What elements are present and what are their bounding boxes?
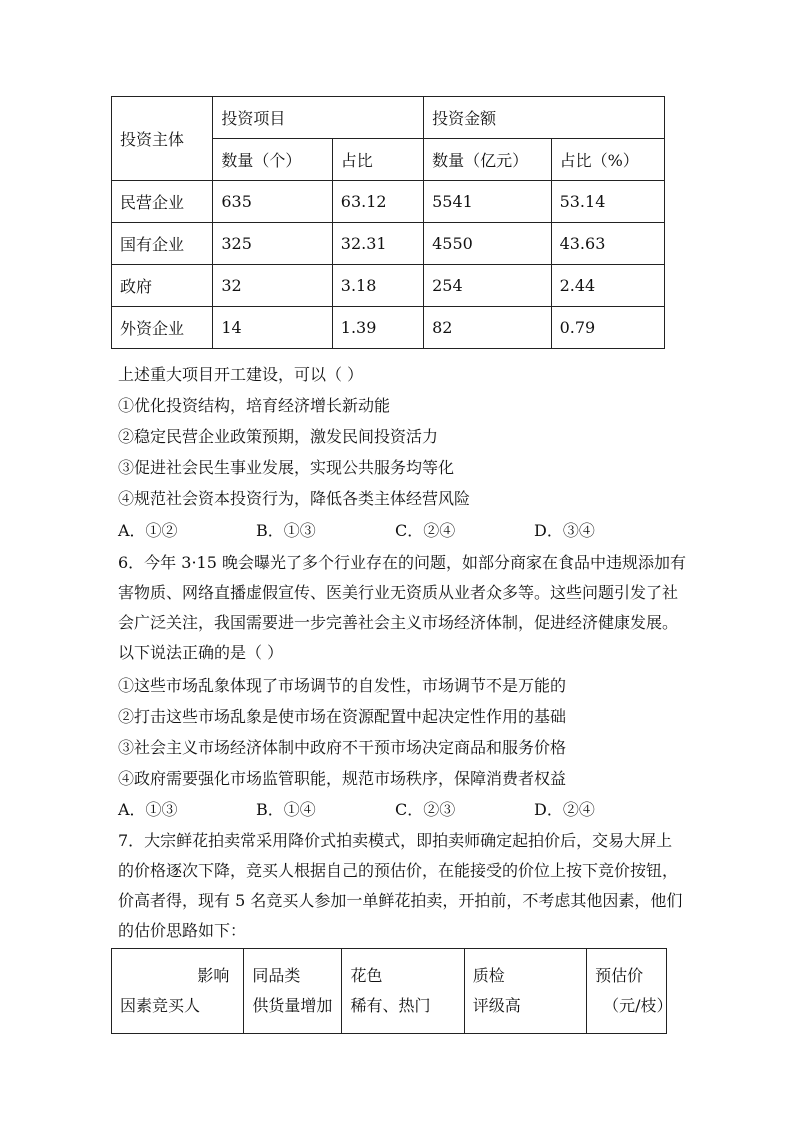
header-quality-line1: 质检	[472, 966, 505, 985]
row-subject: 民营企业	[112, 181, 213, 223]
row-count: 32	[213, 265, 332, 307]
header-color-line2: 稀有、热门	[350, 996, 431, 1015]
table-row	[112, 265, 665, 307]
q5-option-b[interactable]: B．①③	[256, 521, 316, 540]
header-supply-line1: 同品类	[252, 966, 301, 985]
header-estimate-line2: （元/枝）	[603, 996, 673, 1015]
q5-item-1: ①优化投资结构，培育经济增长新动能	[118, 396, 391, 415]
row-amount-share: 53.14	[551, 181, 664, 223]
row-subject: 政府	[112, 265, 213, 307]
header-project: 投资项目	[213, 97, 424, 139]
q6-item-1: ①这些市场乱象体现了市场调节的自发性，市场调节不是万能的	[118, 676, 567, 695]
q6-stem	[118, 548, 686, 668]
header-amount: 投资金额	[424, 97, 665, 139]
row-share: 32.31	[332, 223, 423, 265]
row-amount: 4550	[424, 223, 551, 265]
row-amount-share: 2.44	[551, 265, 664, 307]
q6-options	[118, 797, 678, 821]
bidder-table	[111, 948, 673, 1034]
row-amount: 5541	[424, 181, 551, 223]
header-supply	[244, 949, 342, 1034]
row-amount-share: 0.79	[551, 307, 664, 349]
q6-stem-line: 以下说法正确的是（ ）	[118, 643, 284, 662]
row-count: 325	[213, 223, 332, 265]
header-estimate	[587, 949, 673, 1034]
header-amount-count: 数量（亿元）	[424, 139, 551, 181]
row-subject: 外资企业	[112, 307, 213, 349]
q5-option-a[interactable]: A．①②	[118, 521, 178, 540]
q5-options	[118, 518, 678, 542]
row-amount: 82	[424, 307, 551, 349]
corner-top-label: 影响	[197, 966, 230, 985]
q6-option-b[interactable]: B．①④	[256, 800, 316, 819]
header-project-share: 占比	[332, 139, 423, 181]
q7-stem-line: 的价格逐次下降，竞买人根据自己的预估价，在能接受的价位上按下竞价按钮，	[118, 861, 679, 880]
q6-stem-line: 害物质、网络直播虚假宣传、医美行业无资质从业者众多等。这些问题引发了社	[118, 583, 679, 602]
table-row	[112, 223, 665, 265]
header-estimate-line1: 预估价	[595, 966, 644, 985]
corner-header	[112, 949, 244, 1034]
q7-stem-line: 价高者得，现有 5 名竞买人参加一单鲜花拍卖，开拍前，不考虑其他因素，他们	[118, 891, 683, 910]
q5-item-3: ③促进社会民生事业发展，实现公共服务均等化	[118, 458, 455, 477]
header-project-count: 数量（个）	[213, 139, 332, 181]
table-row	[112, 181, 665, 223]
q6-option-a[interactable]: A．①③	[118, 800, 178, 819]
q5-option-d[interactable]: D．③④	[534, 521, 595, 540]
header-quality-line2: 评级高	[472, 996, 521, 1015]
header-amount-share: 占比（%）	[551, 139, 664, 181]
q6-stem-line: 6．今年 3·15 晚会曝光了多个行业存在的问题，如部分商家在食品中违规添加有	[118, 553, 686, 572]
q6-stem-line: 会广泛关注，我国需要进一步完善社会主义市场经济体制，促进经济健康发展。	[118, 613, 679, 632]
investment-table	[111, 96, 665, 349]
q5-option-c[interactable]: C．②④	[395, 521, 456, 540]
header-quality	[464, 949, 586, 1034]
row-share: 1.39	[332, 307, 423, 349]
header-supply-line2: 供货量增加	[252, 996, 333, 1015]
q6-option-c[interactable]: C．②③	[395, 800, 456, 819]
q6-item-4: ④政府需要强化市场监管职能，规范市场秩序，保障消费者权益	[118, 769, 567, 788]
header-color	[342, 949, 464, 1034]
table-header-row	[112, 97, 665, 139]
row-count: 635	[213, 181, 332, 223]
q6-item-3: ③社会主义市场经济体制中政府不干预市场决定商品和服务价格	[118, 738, 567, 757]
q7-stem-line: 7．大宗鲜花拍卖常采用降价式拍卖模式，即拍卖师确定起拍价后，交易大屏上	[118, 831, 673, 850]
q6-option-d[interactable]: D．②④	[534, 800, 595, 819]
corner-bottom-label: 因素竞买人	[120, 996, 201, 1015]
row-share: 3.18	[332, 265, 423, 307]
q7-stem	[118, 826, 683, 946]
table-row	[112, 307, 665, 349]
table-header-row	[112, 949, 667, 1034]
row-count: 14	[213, 307, 332, 349]
q6-item-2: ②打击这些市场乱象是使市场在资源配置中起决定性作用的基础	[118, 707, 567, 726]
row-share: 63.12	[332, 181, 423, 223]
row-amount-share: 43.63	[551, 223, 664, 265]
q7-stem-line: 的估价思路如下：	[118, 921, 247, 940]
q5-item-2: ②稳定民营企业政策预期，激发民间投资活力	[118, 427, 439, 446]
row-subject: 国有企业	[112, 223, 213, 265]
q5-stem: 上述重大项目开工建设，可以（ ）	[118, 365, 364, 384]
header-color-line1: 花色	[350, 966, 383, 985]
row-amount: 254	[424, 265, 551, 307]
header-subject: 投资主体	[112, 97, 213, 181]
q5-item-4: ④规范社会资本投资行为，降低各类主体经营风险	[118, 489, 471, 508]
